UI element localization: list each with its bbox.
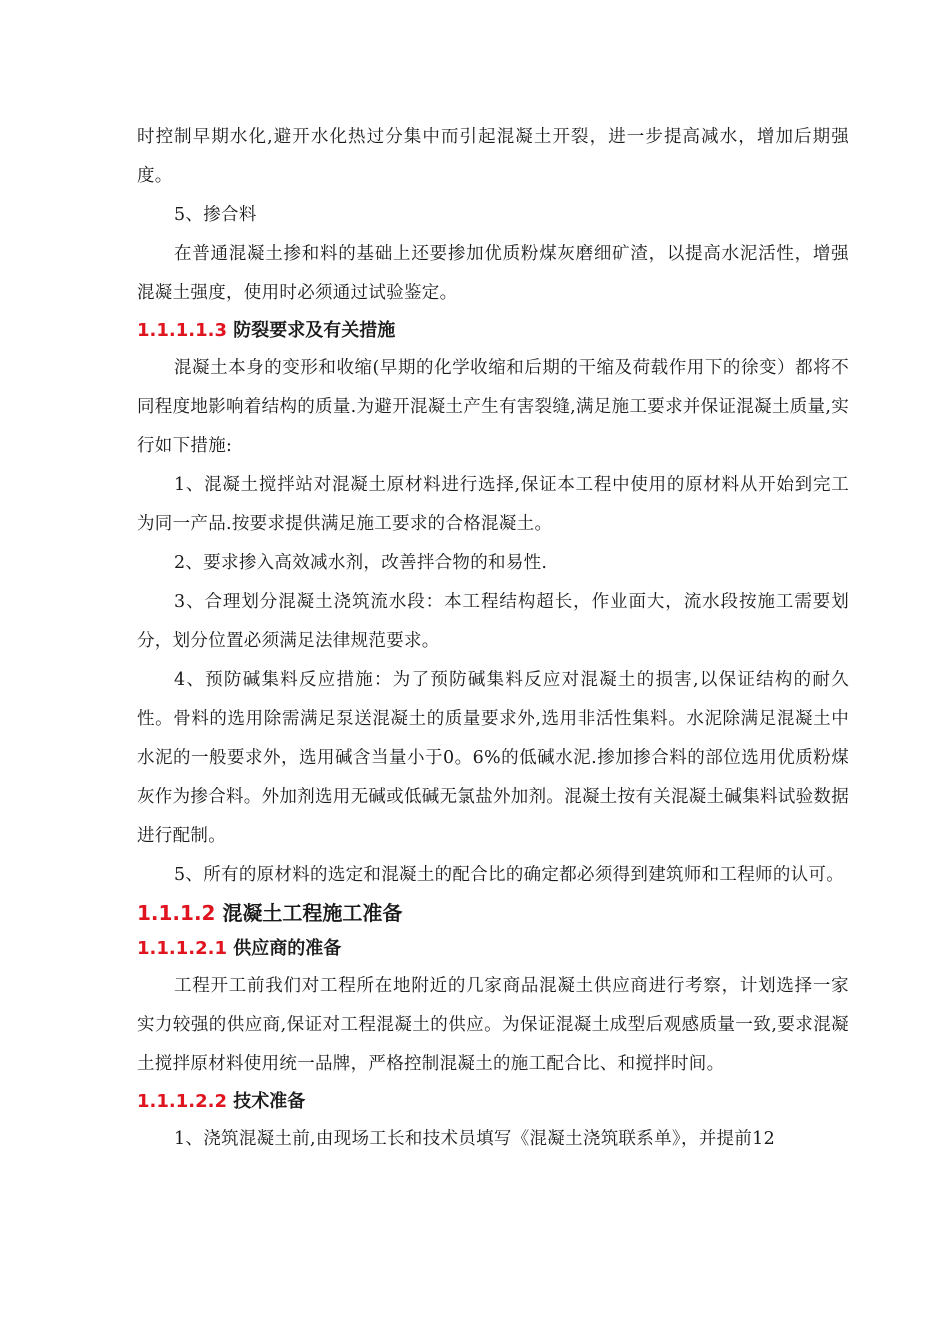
list-item-heading: 5、掺合料 [174,205,257,225]
section-title: 技术准备 [233,1091,306,1112]
list-item: 3、合理划分混凝土浇筑流水段：本工程结构超长，作业面大，流水段按施工需要划分，划分位置必须满足法律规范要求。 [137,592,849,651]
section-heading [137,1084,849,1120]
list-item: 1、浇筑混凝土前,由现场工长和技术员填写《混凝土浇筑联系单》，并提前12 [174,1129,776,1149]
section-title: 混凝土工程施工准备 [222,901,403,925]
section-number: 1.1.1.2.1 [137,938,227,959]
section-title: 供应商的准备 [233,938,342,959]
chapter-heading [137,895,849,931]
paragraph: 混凝土本身的变形和收缩(早期的化学收缩和后期的干缩及荷载作用下的徐变）都将不同程度地影响着结构的质量.为避开混凝土产生有害裂缝,满足施工要求并保证混凝土质量,实行如下措施: [137,358,849,456]
document-page [137,118,849,1159]
section-heading [137,313,849,349]
paragraph: 工程开工前我们对工程所在地附近的几家商品混凝土供应商进行考察，计划选择一家实力较强的供应商,保证对工程混凝土的供应。为保证混凝土成型后观感质量一致,要求混凝土搅拌原材料使用统一品牌，严格控制混凝土的施工配合比、和搅拌时间。 [137,976,849,1074]
paragraph: 时控制早期水化,避开水化热过分集中而引起混凝土开裂，进一步提高减水，增加后期强度。 [137,127,849,186]
list-item: 5、所有的原材料的选定和混凝土的配合比的确定都必须得到建筑师和工程师的认可。 [174,865,845,885]
list-item: 2、要求掺入高效减水剂，改善拌合物的和易性. [174,553,548,573]
section-number: 1.1.1.1.3 [137,320,227,341]
list-item: 4、预防碱集料反应措施：为了预防碱集料反应对混凝土的损害,以保证结构的耐久性。骨料的选用除需满足泵送混凝土的质量要求外,选用非活性集料。水泥除满足混凝土中水泥的一般要求外，选用碱含当量小于0。6%的低碱水泥.掺加掺合料的部位选用优质粉煤灰作为掺合料。外加剂选用无碱或低碱无氯盐外加剂。混凝土按有关混凝土碱集料试验数据进行配制。 [137,670,849,846]
section-number: 1.1.1.2 [137,901,216,925]
paragraph: 在普通混凝土掺和料的基础上还要掺加优质粉煤灰磨细矿渣，以提高水泥活性，增强混凝土强度，使用时必须通过试验鉴定。 [137,244,849,303]
section-number: 1.1.1.2.2 [137,1091,227,1112]
section-heading [137,931,849,967]
section-title: 防裂要求及有关措施 [233,320,396,341]
list-item: 1、混凝土搅拌站对混凝土原材料进行选择,保证本工程中使用的原材料从开始到完工为同一产品.按要求提供满足施工要求的合格混凝土。 [137,475,849,534]
